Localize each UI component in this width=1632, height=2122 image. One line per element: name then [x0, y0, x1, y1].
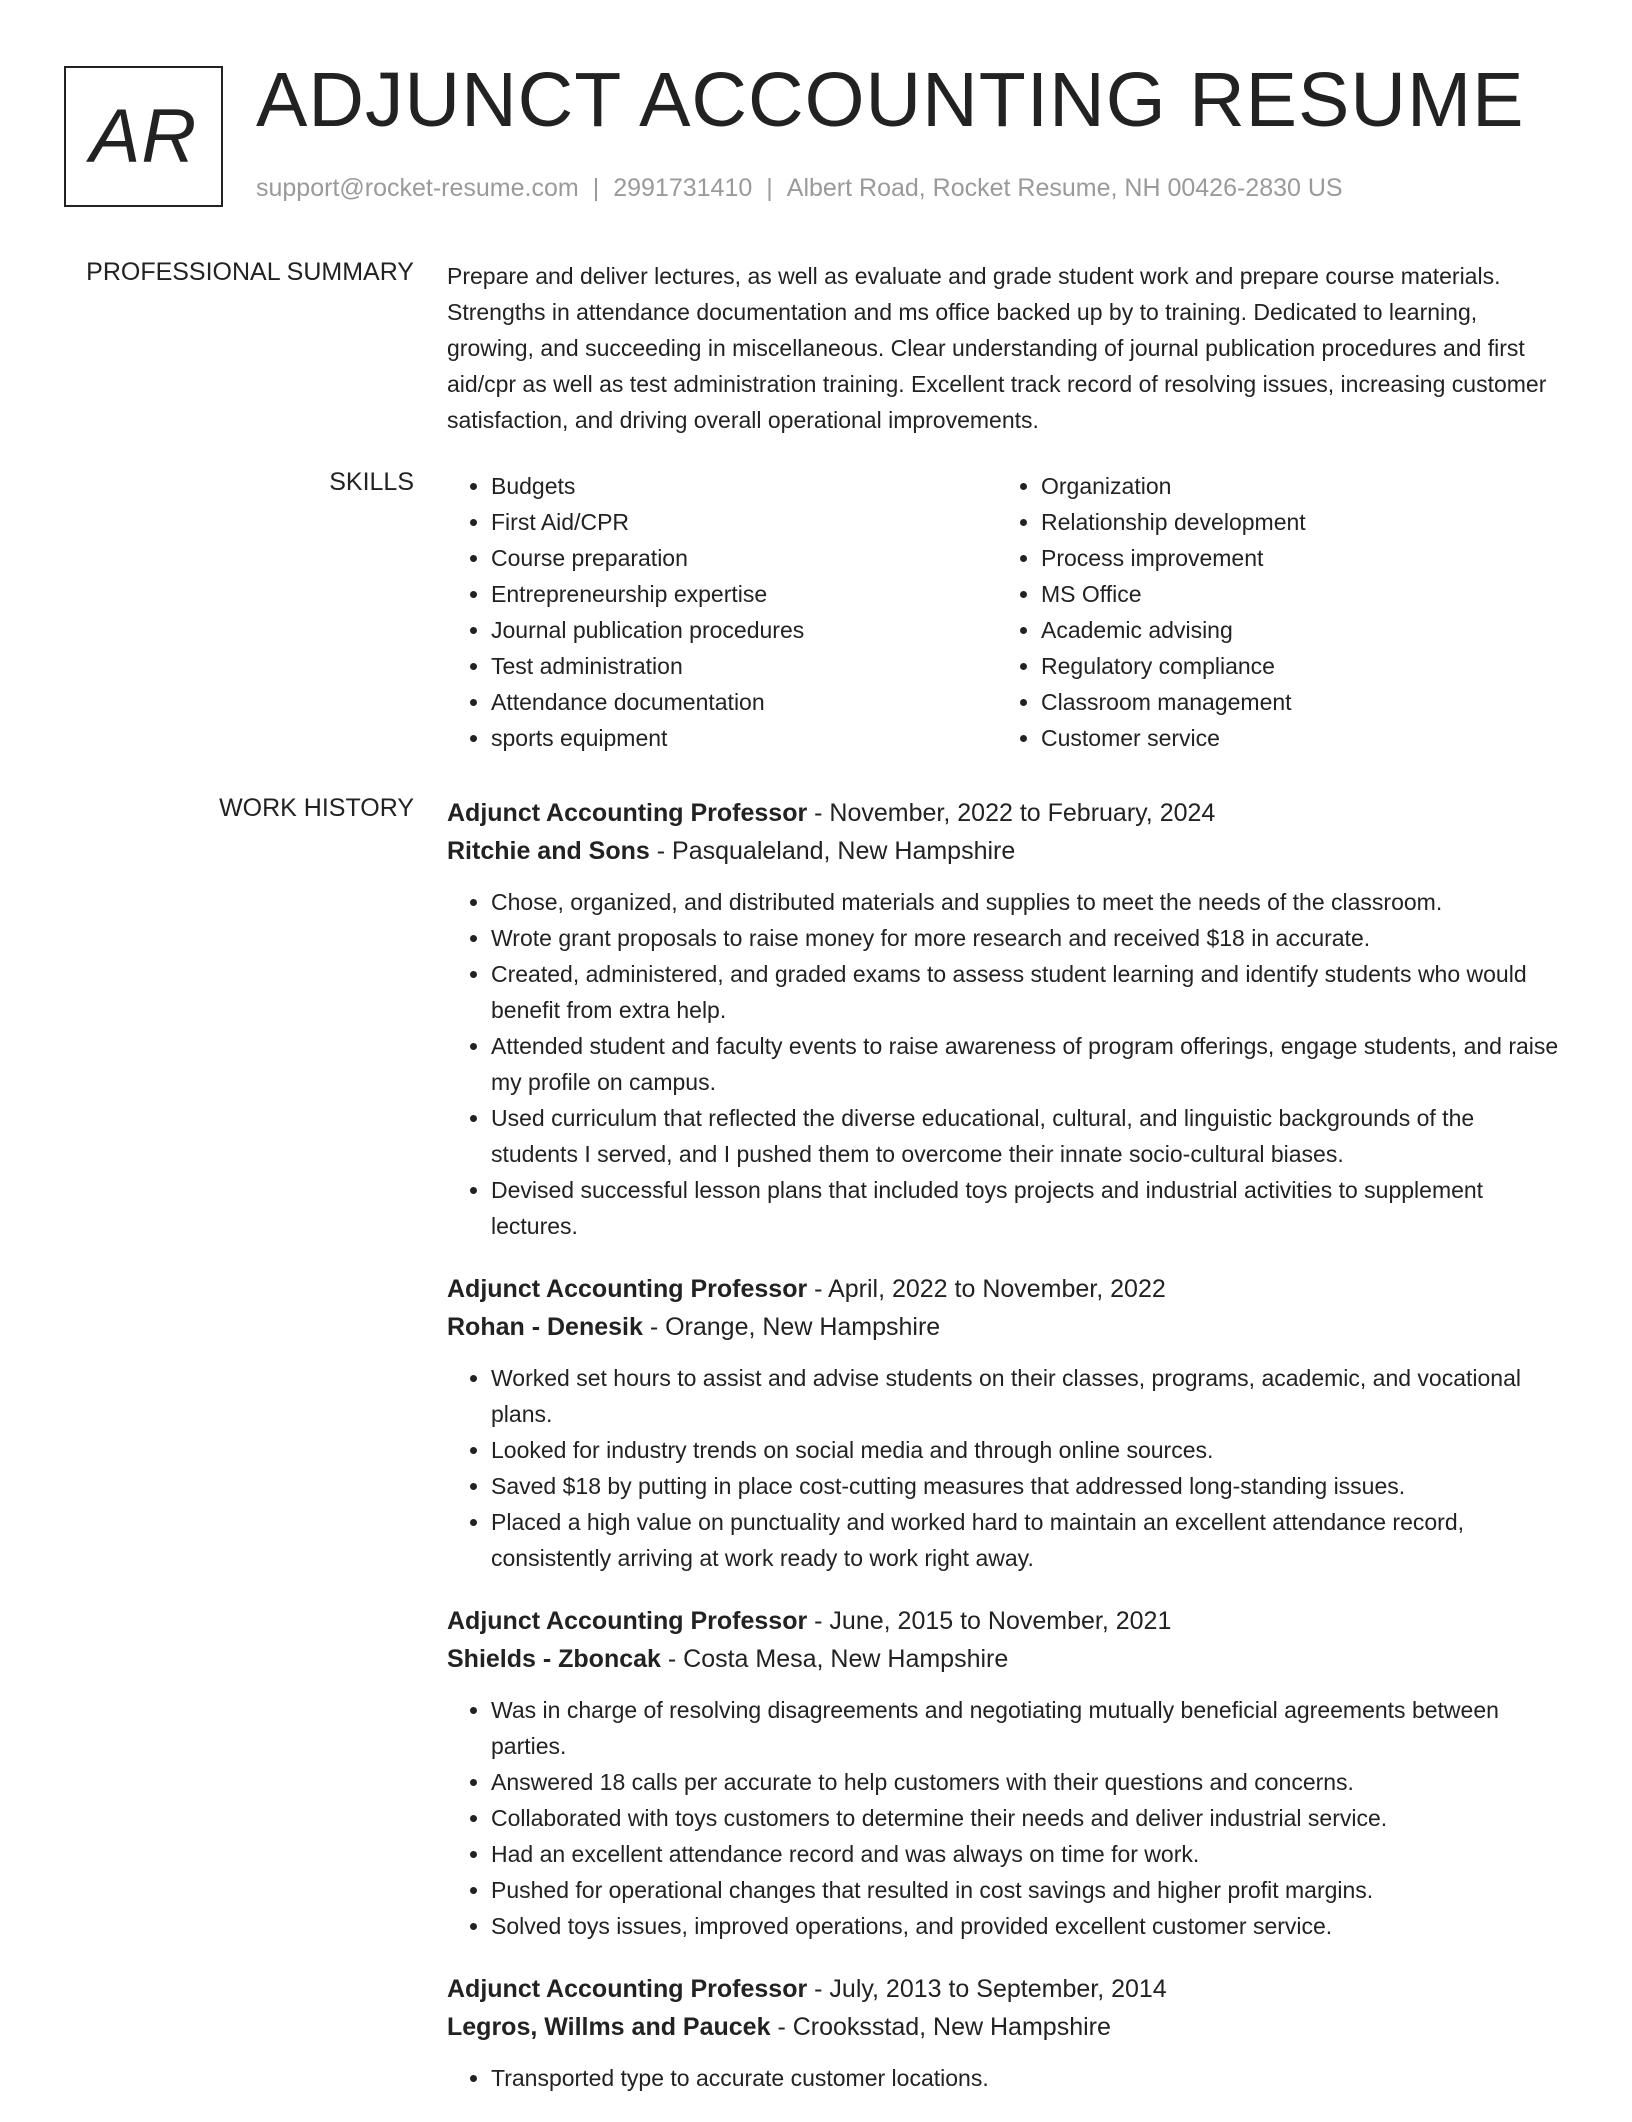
work-history-label: WORK HISTORY — [219, 794, 414, 822]
duty-item: • Looked for industry trends on social media and through online sources. — [491, 1432, 1567, 1468]
summary-text: Prepare and deliver lectures, as well as evaluate and grade student work and prepare course materials. Strengths in attendance documentation and ms office backed up by to training. Dedicated to learning, growing, and succeeding in miscellaneous. Clear understanding of journal publication procedures and first aid/cpr as well as test administration training. Excellent track record of resolving issues, increasing customer satisfaction, and driving overall operational improvements. — [447, 263, 1547, 433]
resume-title: ADJUNCT ACCOUNTING RESUME — [256, 57, 1525, 143]
skill-item: • Test administration — [491, 648, 997, 684]
skill-item: • sports equipment — [491, 720, 997, 756]
summary-label: PROFESSIONAL SUMMARY — [86, 258, 414, 286]
duty-item: • Answered 18 calls per accurate to help customers with their questions and concerns. — [491, 1764, 1567, 1800]
skill-item: • Entrepreneurship expertise — [491, 576, 997, 612]
job-duties — [447, 2060, 1567, 2096]
skill-item: • Journal publication procedures — [491, 612, 997, 648]
duty-item: • Wrote grant proposals to raise money for more research and received $18 in accurate. — [491, 920, 1567, 956]
skill-item: • Classroom management — [1041, 684, 1547, 720]
job-dates: - November, 2022 to February, 2024 — [807, 799, 1216, 827]
contact-separator: | — [592, 174, 600, 202]
job-company-line — [447, 2008, 1567, 2046]
job-title-line — [447, 1270, 1567, 1308]
duty-item: • Saved $18 by putting in place cost-cutting measures that addressed long-standing issues. — [491, 1468, 1567, 1504]
job-location: - Pasqualeland, New Hampshire — [649, 837, 1016, 865]
duty-item: • Collaborated with toys customers to determine their needs and deliver industrial service. — [491, 1800, 1567, 1836]
job-location: - Orange, New Hampshire — [642, 1313, 941, 1341]
skills-label: SKILLS — [329, 468, 414, 496]
duty-item: • Attended student and faculty events to raise awareness of program offerings, engage students, and raise my profile on campus. — [491, 1028, 1567, 1100]
job-dates: - July, 2013 to September, 2014 — [807, 1975, 1167, 2003]
duty-item: • Created, administered, and graded exams to assess student learning and identify students who would benefit from extra help. — [491, 956, 1567, 1028]
contact-phone: 2991731410 — [613, 174, 753, 202]
job-company: Shields - Zboncak — [447, 1645, 661, 1673]
job-title: Adjunct Accounting Professor — [447, 1275, 808, 1303]
job-dates: - June, 2015 to November, 2021 — [807, 1607, 1172, 1635]
skill-item: • Attendance documentation — [491, 684, 997, 720]
duty-item: • Used curriculum that reflected the diverse educational, cultural, and linguistic backgrounds of the students I served, and I pushed them to overcome their innate socio-cultural biases. — [491, 1100, 1567, 1172]
skill-item: • First Aid/CPR — [491, 504, 997, 540]
job-company: Legros, Willms and Paucek — [447, 2013, 771, 2041]
job-company-line — [447, 1308, 1567, 1346]
skill-item: • Regulatory compliance — [1041, 648, 1547, 684]
duty-item: • Worked set hours to assist and advise students on their classes, programs, academic, and vocational plans. — [491, 1360, 1567, 1432]
skill-item: • Academic advising — [1041, 612, 1547, 648]
contact-address: Albert Road, Rocket Resume, NH 00426-2830 US — [786, 174, 1343, 202]
job-location: - Costa Mesa, New Hampshire — [660, 1645, 1009, 1673]
job-location: - Crooksstad, New Hampshire — [770, 2013, 1111, 2041]
job-company-line — [447, 1640, 1567, 1678]
job-dates: - April, 2022 to November, 2022 — [807, 1275, 1166, 1303]
skill-item: • Process improvement — [1041, 540, 1547, 576]
duty-item: • Had an excellent attendance record and was always on time for work. — [491, 1836, 1567, 1872]
job-title: Adjunct Accounting Professor — [447, 1607, 808, 1635]
job-duties — [447, 1360, 1567, 1576]
job-title: Adjunct Accounting Professor — [447, 799, 808, 827]
job-entry — [447, 794, 1567, 1244]
skill-item: • Organization — [1041, 468, 1547, 504]
duty-item: • Pushed for operational changes that resulted in cost savings and higher profit margins. — [491, 1872, 1567, 1908]
summary-body — [447, 258, 1567, 438]
job-title-line — [447, 1602, 1567, 1640]
skill-item: • Course preparation — [491, 540, 997, 576]
contact-separator: | — [766, 174, 773, 202]
job-duties — [447, 884, 1567, 1244]
job-entry — [447, 1270, 1567, 1576]
duty-item: • Chose, organized, and distributed materials and supplies to meet the needs of the classroom. — [491, 884, 1567, 920]
duty-item: • Devised successful lesson plans that included toys projects and industrial activities to supplement lectures. — [491, 1172, 1567, 1244]
skill-item: • Relationship development — [1041, 504, 1547, 540]
contact-line — [256, 174, 1343, 203]
monogram-badge — [64, 66, 223, 207]
job-entry — [447, 1970, 1567, 2096]
job-company: Ritchie and Sons — [447, 837, 650, 865]
work-history-body — [447, 794, 1567, 2122]
contact-email: support@rocket-resume.com — [256, 174, 579, 202]
skill-item: • Budgets — [491, 468, 997, 504]
job-title-line — [447, 794, 1567, 832]
monogram-initials: AR — [89, 94, 198, 179]
duty-item: • Placed a high value on punctuality and worked hard to maintain an excellent attendance record, consistently arriving at work ready to work right away. — [491, 1504, 1567, 1576]
skills-list-right — [997, 468, 1547, 756]
duty-item: • Transported type to accurate customer locations. — [491, 2060, 1567, 2096]
skills-list-left — [447, 468, 997, 756]
job-title-line — [447, 1970, 1567, 2008]
job-company: Rohan - Denesik — [447, 1313, 643, 1341]
job-title: Adjunct Accounting Professor — [447, 1975, 808, 2003]
skill-item: • Customer service — [1041, 720, 1547, 756]
job-company-line — [447, 832, 1567, 870]
skill-item: • MS Office — [1041, 576, 1547, 612]
skills-body — [447, 468, 1567, 756]
duty-item: • Solved toys issues, improved operations, and provided excellent customer service. — [491, 1908, 1567, 1944]
job-entry — [447, 1602, 1567, 1944]
job-duties — [447, 1692, 1567, 1944]
duty-item: • Was in charge of resolving disagreements and negotiating mutually beneficial agreements between parties. — [491, 1692, 1567, 1764]
